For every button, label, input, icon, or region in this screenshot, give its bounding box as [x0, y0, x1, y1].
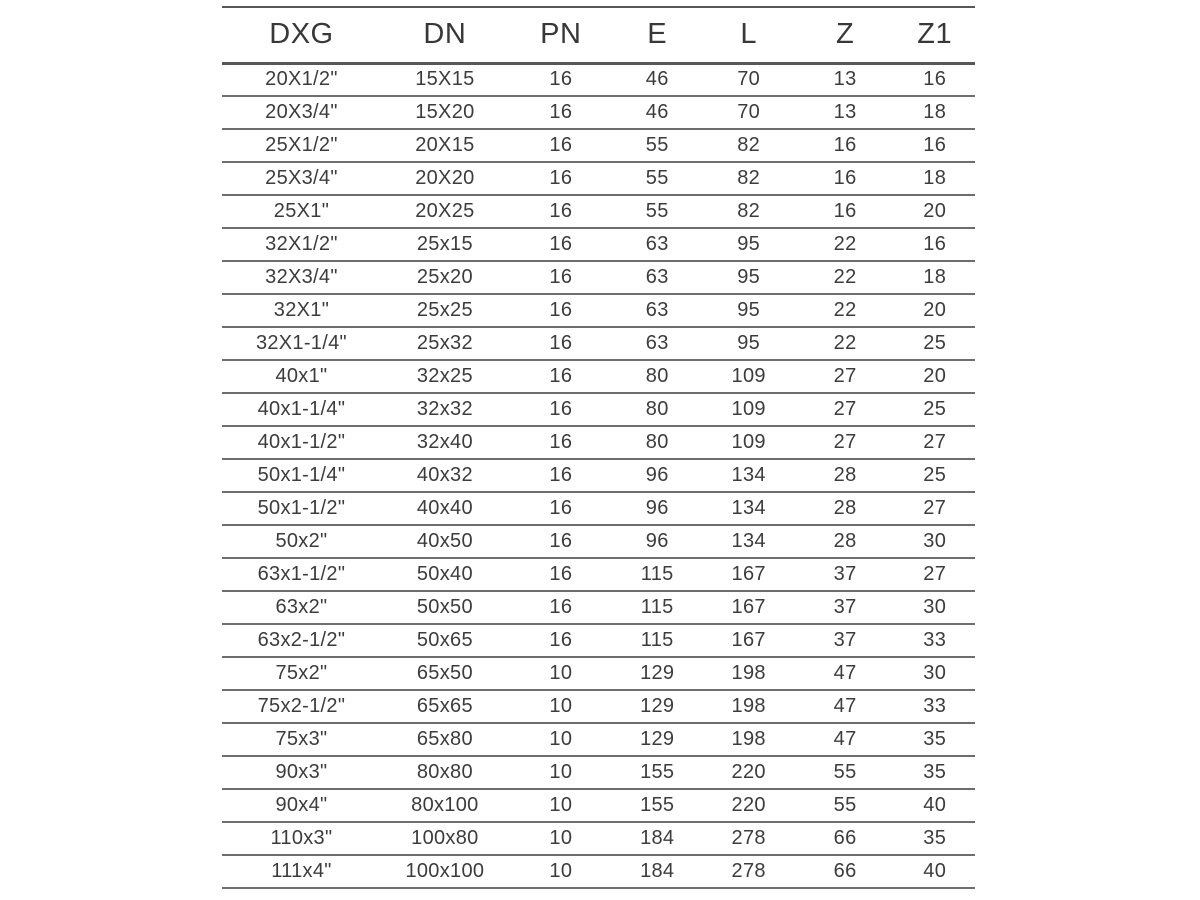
table-row [222, 360, 975, 393]
table-cell: 95 [702, 327, 796, 360]
table-cell: 129 [613, 690, 702, 723]
table-cell: 16 [509, 360, 613, 393]
table-row [222, 822, 975, 855]
table-row [222, 228, 975, 261]
table-cell: 40x1-1/2" [222, 426, 381, 459]
table-cell: 111x4" [222, 855, 381, 888]
table-cell: 25x20 [381, 261, 509, 294]
table-cell: 25X1" [222, 195, 381, 228]
table-cell: 90x3" [222, 756, 381, 789]
table-cell: 22 [796, 261, 895, 294]
table-cell: 155 [613, 756, 702, 789]
table-cell: 40 [894, 789, 975, 822]
table-cell: 46 [613, 63, 702, 96]
table-cell: 16 [894, 129, 975, 162]
table-row [222, 558, 975, 591]
table-cell: 75x2-1/2" [222, 690, 381, 723]
table-cell: 50x1-1/4" [222, 459, 381, 492]
table-cell: 37 [796, 558, 895, 591]
table-row [222, 162, 975, 195]
table-cell: 40x1" [222, 360, 381, 393]
table-cell: 16 [509, 591, 613, 624]
table-cell: 82 [702, 162, 796, 195]
table-cell: 63x2-1/2" [222, 624, 381, 657]
table-cell: 15X15 [381, 63, 509, 96]
table-cell: 40x32 [381, 459, 509, 492]
table-cell: 65x80 [381, 723, 509, 756]
table-cell: 55 [796, 756, 895, 789]
table-cell: 22 [796, 228, 895, 261]
table-cell: 46 [613, 96, 702, 129]
table-cell: 35 [894, 756, 975, 789]
table-row [222, 591, 975, 624]
table-row [222, 492, 975, 525]
table-cell: 16 [509, 624, 613, 657]
table-row [222, 63, 975, 96]
table-cell: 20 [894, 360, 975, 393]
table-row [222, 426, 975, 459]
table-cell: 16 [509, 558, 613, 591]
table-cell: 32X1/2" [222, 228, 381, 261]
table-row [222, 624, 975, 657]
table-cell: 30 [894, 657, 975, 690]
table-cell: 66 [796, 822, 895, 855]
table-cell: 16 [796, 195, 895, 228]
table-cell: 33 [894, 690, 975, 723]
table-row [222, 855, 975, 888]
table-cell: 32X1" [222, 294, 381, 327]
table-cell: 80x80 [381, 756, 509, 789]
table-cell: 109 [702, 426, 796, 459]
table-cell: 50x2" [222, 525, 381, 558]
table-cell: 27 [894, 558, 975, 591]
table-cell: 16 [796, 162, 895, 195]
table-cell: 18 [894, 261, 975, 294]
table-cell: 16 [509, 63, 613, 96]
table-cell: 75x3" [222, 723, 381, 756]
table-cell: 32x32 [381, 393, 509, 426]
table-cell: 80x100 [381, 789, 509, 822]
table-cell: 40x50 [381, 525, 509, 558]
table-cell: 16 [509, 426, 613, 459]
table-row [222, 723, 975, 756]
table-body [222, 63, 975, 888]
table-cell: 27 [796, 360, 895, 393]
table-cell: 100x100 [381, 855, 509, 888]
table-cell: 32X3/4" [222, 261, 381, 294]
table-cell: 70 [702, 96, 796, 129]
table-cell: 16 [509, 96, 613, 129]
table-cell: 16 [509, 459, 613, 492]
table-cell: 27 [796, 426, 895, 459]
table-cell: 96 [613, 525, 702, 558]
table-cell: 82 [702, 195, 796, 228]
table-cell: 40x40 [381, 492, 509, 525]
table-cell: 16 [509, 525, 613, 558]
table-cell: 28 [796, 492, 895, 525]
table-cell: 198 [702, 723, 796, 756]
table-cell: 50x50 [381, 591, 509, 624]
table-cell: 80 [613, 360, 702, 393]
table-cell: 115 [613, 558, 702, 591]
table-cell: 10 [509, 690, 613, 723]
column-header-z: Z [796, 7, 895, 63]
table-cell: 63x1-1/2" [222, 558, 381, 591]
table-cell: 20 [894, 195, 975, 228]
table-cell: 18 [894, 162, 975, 195]
table-cell: 75x2" [222, 657, 381, 690]
table-row [222, 327, 975, 360]
table-cell: 109 [702, 393, 796, 426]
table-cell: 115 [613, 591, 702, 624]
table-row [222, 789, 975, 822]
table-cell: 55 [613, 162, 702, 195]
table-cell: 63 [613, 228, 702, 261]
table-cell: 22 [796, 294, 895, 327]
table-cell: 27 [894, 426, 975, 459]
table-cell: 16 [894, 228, 975, 261]
table-row [222, 96, 975, 129]
table-cell: 28 [796, 459, 895, 492]
table-cell: 20X15 [381, 129, 509, 162]
table-cell: 16 [509, 492, 613, 525]
table-cell: 20X20 [381, 162, 509, 195]
table-cell: 30 [894, 525, 975, 558]
table-row [222, 129, 975, 162]
table-cell: 55 [613, 129, 702, 162]
table-cell: 37 [796, 624, 895, 657]
table-cell: 50x1-1/2" [222, 492, 381, 525]
table-cell: 10 [509, 822, 613, 855]
table-cell: 90x4" [222, 789, 381, 822]
table-cell: 134 [702, 492, 796, 525]
table-cell: 278 [702, 822, 796, 855]
table-cell: 32x40 [381, 426, 509, 459]
table-cell: 198 [702, 657, 796, 690]
table-cell: 65x65 [381, 690, 509, 723]
table-cell: 18 [894, 96, 975, 129]
table-cell: 63 [613, 261, 702, 294]
table-cell: 80 [613, 393, 702, 426]
table-cell: 13 [796, 96, 895, 129]
table-cell: 16 [509, 129, 613, 162]
table-cell: 16 [509, 294, 613, 327]
table-row [222, 525, 975, 558]
header-row [222, 7, 975, 63]
table-cell: 16 [894, 63, 975, 96]
table-cell: 10 [509, 657, 613, 690]
table-cell: 35 [894, 822, 975, 855]
table-cell: 16 [509, 195, 613, 228]
table-cell: 198 [702, 690, 796, 723]
table-cell: 28 [796, 525, 895, 558]
table-cell: 184 [613, 855, 702, 888]
table-cell: 20X1/2" [222, 63, 381, 96]
table-cell: 134 [702, 525, 796, 558]
column-header-l: L [702, 7, 796, 63]
table-cell: 37 [796, 591, 895, 624]
table-cell: 129 [613, 657, 702, 690]
table-cell: 25X1/2" [222, 129, 381, 162]
table-cell: 10 [509, 789, 613, 822]
table-cell: 66 [796, 855, 895, 888]
table-cell: 16 [509, 162, 613, 195]
table-cell: 10 [509, 723, 613, 756]
table-cell: 100x80 [381, 822, 509, 855]
column-header-dxg: DXG [222, 7, 381, 63]
table-cell: 109 [702, 360, 796, 393]
table-row [222, 195, 975, 228]
column-header-dn: DN [381, 7, 509, 63]
table-cell: 63x2" [222, 591, 381, 624]
table-cell: 50x40 [381, 558, 509, 591]
table-cell: 63 [613, 294, 702, 327]
table-cell: 10 [509, 855, 613, 888]
spec-table-container [222, 6, 975, 889]
table-cell: 167 [702, 624, 796, 657]
table-cell: 96 [613, 492, 702, 525]
table-cell: 25 [894, 327, 975, 360]
table-row [222, 261, 975, 294]
table-cell: 33 [894, 624, 975, 657]
table-cell: 95 [702, 228, 796, 261]
table-cell: 63 [613, 327, 702, 360]
table-cell: 20 [894, 294, 975, 327]
table-cell: 115 [613, 624, 702, 657]
table-row [222, 393, 975, 426]
table-cell: 65x50 [381, 657, 509, 690]
table-cell: 16 [509, 228, 613, 261]
table-cell: 55 [796, 789, 895, 822]
table-cell: 25 [894, 459, 975, 492]
table-cell: 110x3" [222, 822, 381, 855]
table-cell: 47 [796, 690, 895, 723]
table-cell: 184 [613, 822, 702, 855]
table-cell: 134 [702, 459, 796, 492]
table-cell: 70 [702, 63, 796, 96]
column-header-e: E [613, 7, 702, 63]
table-cell: 16 [509, 327, 613, 360]
table-cell: 22 [796, 327, 895, 360]
table-cell: 35 [894, 723, 975, 756]
table-cell: 82 [702, 129, 796, 162]
table-cell: 16 [796, 129, 895, 162]
table-cell: 32x25 [381, 360, 509, 393]
table-cell: 30 [894, 591, 975, 624]
table-cell: 278 [702, 855, 796, 888]
table-cell: 220 [702, 756, 796, 789]
table-cell: 95 [702, 261, 796, 294]
dimensions-table [222, 6, 975, 889]
table-cell: 47 [796, 723, 895, 756]
table-row [222, 756, 975, 789]
column-header-pn: PN [509, 7, 613, 63]
table-cell: 25x25 [381, 294, 509, 327]
table-cell: 129 [613, 723, 702, 756]
table-cell: 80 [613, 426, 702, 459]
table-cell: 96 [613, 459, 702, 492]
table-cell: 167 [702, 591, 796, 624]
table-cell: 50x65 [381, 624, 509, 657]
table-cell: 55 [613, 195, 702, 228]
table-cell: 155 [613, 789, 702, 822]
table-cell: 13 [796, 63, 895, 96]
table-cell: 25x15 [381, 228, 509, 261]
table-cell: 25x32 [381, 327, 509, 360]
table-cell: 25X3/4" [222, 162, 381, 195]
table-cell: 40 [894, 855, 975, 888]
table-cell: 47 [796, 657, 895, 690]
table-cell: 95 [702, 294, 796, 327]
table-cell: 27 [894, 492, 975, 525]
table-cell: 220 [702, 789, 796, 822]
table-cell: 15X20 [381, 96, 509, 129]
table-row [222, 294, 975, 327]
table-cell: 20X25 [381, 195, 509, 228]
table-cell: 40x1-1/4" [222, 393, 381, 426]
table-cell: 25 [894, 393, 975, 426]
table-row [222, 657, 975, 690]
table-cell: 10 [509, 756, 613, 789]
table-row [222, 690, 975, 723]
column-header-z1: Z1 [894, 7, 975, 63]
table-cell: 20X3/4" [222, 96, 381, 129]
table-cell: 32X1-1/4" [222, 327, 381, 360]
table-cell: 16 [509, 393, 613, 426]
table-cell: 167 [702, 558, 796, 591]
table-row [222, 459, 975, 492]
table-cell: 27 [796, 393, 895, 426]
table-cell: 16 [509, 261, 613, 294]
